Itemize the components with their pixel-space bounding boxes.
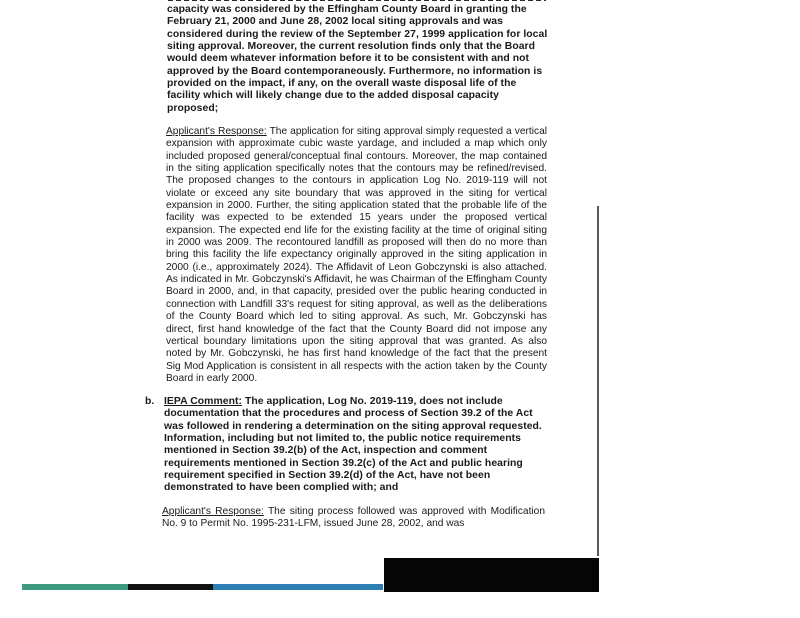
right-margin-line	[597, 206, 599, 556]
iepa-comment-b-text: The application, Log No. 2019-119, does not include documentation that the procedures and process of Section 39.2 of the Act was followed in rendering a determination on the siting approval requested. Information, including but not limited to, the public notice requirements mentioned in Section 39.2(b) of the Act, inspection and comment requirements mentioned in Section 39.2(c) of the Act and public hearing requirement specified in Section 39.2(d) of the Act, have not been demonstrated to have been complied with; and	[164, 396, 542, 494]
item-b-letter: b.	[145, 396, 155, 407]
applicant-response-b	[162, 506, 545, 531]
iepa-comment-b	[164, 396, 547, 495]
applicant-response-a	[166, 126, 547, 385]
scan-band-blue	[213, 584, 383, 590]
scan-band-black	[128, 584, 213, 590]
scan-band-green	[22, 584, 128, 590]
response-a-text: The application for siting approval simply requested a vertical expansion with approximate cubic waste yardage, and included a map which only included proposed general/conceptual final contours. Moreover, the map contained in the siting application specifically notes that the contours may be refined/revised. The proposed changes to the contours in application Log No. 2019-119 will not violate or exceed any site boundary that was approved in the siting for vertical expansion in 2000. Further, the siting application stated that the probable life of the facility was expected to be extended 15 years under the proposed vertical expansion. The expected end life for the existing facility at the time of original siting in 2000 was 2009. The recontoured landfill as proposed will then do no more than bring this facility the life expectancy originally approved in the siting application in 2000 (i.e., approximately 2024). The Affidavit of Leon Gobczynski is also attached. As indicated in Mr. Gobczynski's Affidavit, he was Chairman of the Effingham County Board in 2000, and, in that capacity, presided over the public hearing conducted in connection with Landfill 33's request for siting approval, as well as the deliberations of the County Board which led to siting approval. As such, Mr. Gobczynski has direct, first hand knowledge of the fact that the County Board did not impose any vertical boundary limitations upon the siting approval that was granted. As also noted by Mr. Gobczynski, he has first hand knowledge of the fact that the present Sig Mod Application is consistent in all respects with the action taken by the County Board in early 2000.	[166, 126, 547, 384]
response-a-label: Applicant's Response:	[166, 126, 267, 137]
response-b-label: Applicant's Response:	[162, 506, 264, 517]
response-b-text: The siting process followed was approved with Modification No. 9 to Permit No. 1995-231-LFM, issued June 28, 2002, and was	[162, 506, 545, 530]
iepa-comment-b-label: IEPA Comment:	[164, 396, 243, 407]
redaction-block	[384, 558, 599, 592]
top-cut-text-line	[168, 0, 546, 1]
comment-a-continuation: capacity was considered by the Effingham County Board in granting the February 21, 2000 and June 28, 2002 local siting approvals and was considered during the review of the September 27, 1999 application for local siting approval. Moreover, the current resolution finds only that the Board would deem whatever information before it to be consistent with and not approved by the Board contemporaneously. Furthermore, no information is provided on the impact, if any, on the overall waste disposal life of the facility which will likely change due to the added disposal capacity proposed;	[167, 4, 548, 114]
